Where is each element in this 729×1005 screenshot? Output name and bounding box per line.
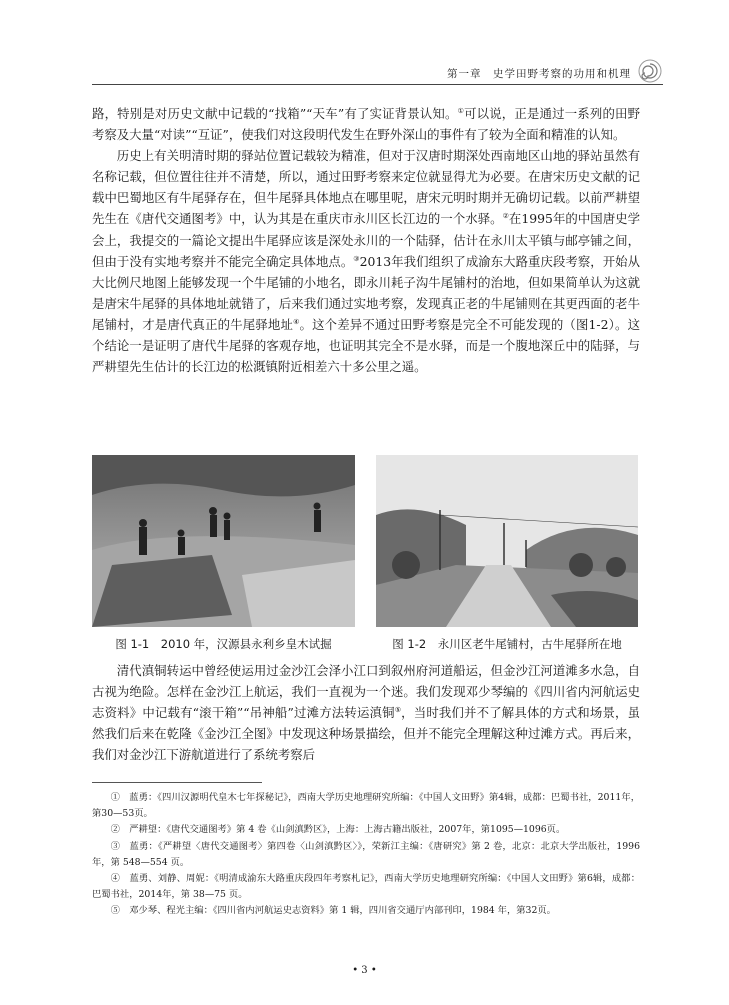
footnote-divider bbox=[92, 782, 262, 783]
footnote-ref-2[interactable]: ② bbox=[502, 212, 509, 221]
footnote-ref-4[interactable]: ④ bbox=[293, 317, 300, 326]
footnote-1: ① 蓝勇：《四川汉源明代皇木七年探秘记》，西南大学历史地理研究所编：《中国人文田野》第4辑，成都：巴蜀书社，2011年，第30—53页。 bbox=[92, 792, 640, 820]
footnote-3: ③ 蓝勇：《严耕望〈唐代交通图考〉第四卷〈山剑滇黔区〉》，荣新江主编：《唐研究》第 2 卷，北京：北京大学出版社，1996年，第 548—554 页。 bbox=[92, 840, 640, 868]
figure-1-2-caption: 图 1-2 永川区老牛尾铺村，古牛尾驿所在地 bbox=[392, 637, 622, 651]
figure-1-1-caption: 图 1-1 2010 年，汉源县永利乡皇木试掘 bbox=[115, 637, 332, 651]
running-title: 第一章 史学田野考察的功用和机理 bbox=[447, 68, 631, 80]
footnote-2: ② 严耕望：《唐代交通图考》第 4 卷《山剑滇黔区》，上海：上海古籍出版社，2007年，第1095—1096页。 bbox=[110, 824, 566, 836]
excavation-scene-image bbox=[92, 455, 355, 627]
upper-text-block bbox=[92, 103, 640, 377]
running-header bbox=[92, 58, 663, 85]
footnotes-list bbox=[92, 790, 640, 920]
footnote-ref-1[interactable]: ① bbox=[457, 106, 465, 115]
footnote-4: ④ 蓝勇、刘静、周妮：《明清成渝东大路重庆段四年考察札记》，西南大学历史地理研究所编：《中国人文田野》第6辑，成都：巴蜀书社，2014年，第 38—75 页。 bbox=[92, 873, 640, 901]
page-number: • 3 • bbox=[352, 965, 377, 976]
figure-1-2-photo bbox=[376, 455, 638, 627]
road-scene-image bbox=[376, 455, 638, 627]
paragraph-continuation: 路，特别是对历史文献中记载的“找箱”“天车”有了实证背景认知。①可以说，正是通过一系列的田野考察及大量“对读”“互证”，使我们对这段明代发生在野外深山的事件有了较为全面和精准的认知。 bbox=[92, 106, 641, 143]
footnote-5: ⑤ 邓少琴、程光主编：《四川省内河航运史志资料》第 1 辑，四川省交通厅内部刊印，1984 年，第32页。 bbox=[110, 905, 556, 917]
lower-text-block bbox=[92, 660, 640, 765]
paragraph-jinsha-river: 清代滇铜转运中曾经使运用过金沙江会泽小江口到叙州府河道船运，但金沙江河道滩多水急，自古视为绝险。怎样在金沙江上航运，我们一直视为一个迷。我们发现邓少琴编的《四川省内河航运史志资料》中记载有“滚干箱”“吊神船”过滩方法转运滇铜⑤，当时我们并不了解具体的方式和场景，虽然我们后来在乾隆《金沙江全图》中发现这种场景描绘，但并不能完全理解这种过滩方式。再后来，我们对金沙江下游航道进行了系统考察后 bbox=[92, 663, 640, 763]
swirl-ornament-icon bbox=[637, 58, 663, 84]
footnote-ref-5[interactable]: ⑤ bbox=[394, 706, 402, 715]
paragraph-niuwei-station: 历史上有关明清时期的驿站位置记载较为精准，但对于汉唐时期深处西南地区山地的驿站虽然有名称记载，但位置往往并不清楚，所以，通过田野考察来定位就显得尤为必要。在唐宋历史文献的记载中巴蜀地区有牛尾驿存在，但牛尾驿具体地点在哪里呢，唐宋元明时期并无确切记载。以前严耕望先生在《唐代交通图考》中，认为其是在重庆市永川区长江边的一个水驿。②在1995年的中国唐史学会上，我提交的一篇论文提出牛尾驿应该是深处永川的一个陆驿，估计在永川太平镇与邮亭铺之间，但由于没有实地考察并不能完全确定具体地点。③2013年我们组织了成渝东大路重庆段考察，开始从大比例尺地图上能够发现一个牛尾铺的小地名，即永川耗子沟牛尾铺村的治地，但如果简单认为这就是唐宋牛尾驿的具体地址就错了，后来我们通过实地考察，发现真正老的牛尾铺则在其更西面的老牛尾铺村，才是唐代真正的牛尾驿地址④。这个差异不通过田野考察是完全不可能发现的（图1-2）。这个结论一是证明了唐代牛尾驿的客观存地，也证明其完全不是水驿，而是一个腹地深丘中的陆驿，与严耕望先生估计的长江边的松溉镇附近相差六十多公里之遥。 bbox=[92, 148, 640, 375]
figure-1-1-photo bbox=[92, 455, 355, 627]
footnote-ref-3[interactable]: ③ bbox=[353, 254, 360, 263]
